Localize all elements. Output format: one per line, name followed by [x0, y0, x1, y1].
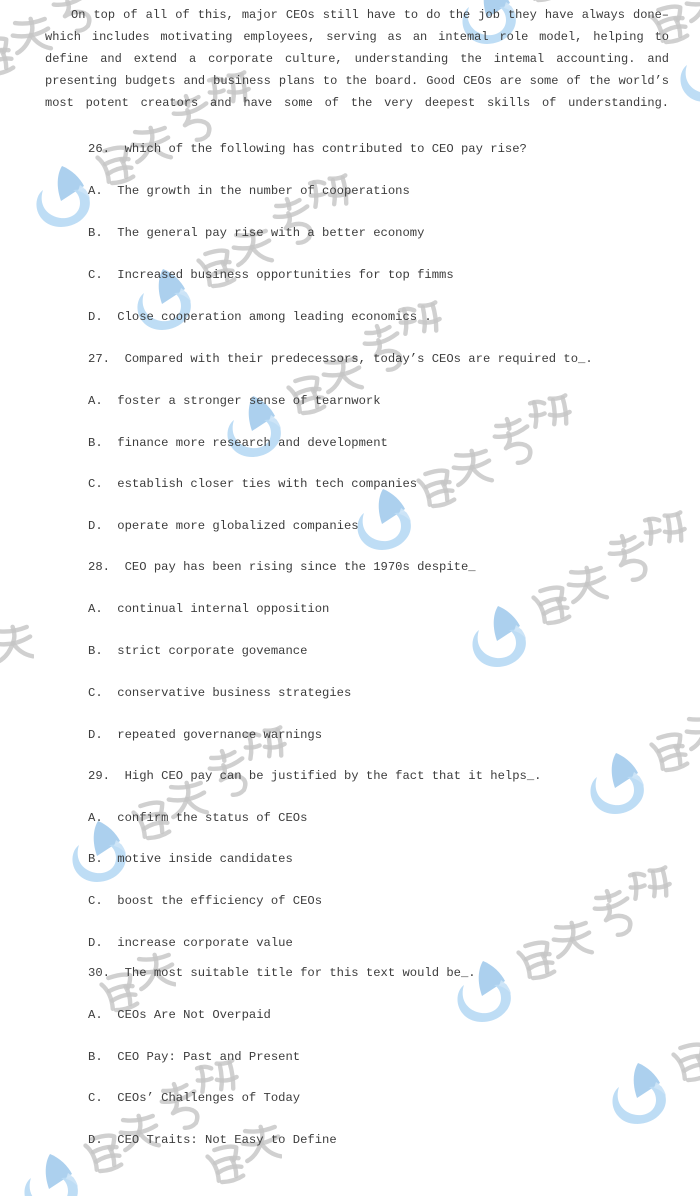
- question-26-stem: 26. which of the following has contributed to CEO pay rise?: [88, 142, 527, 156]
- question-29-stem: 29. High CEO pay can be justified by the fact that it helps_.: [88, 769, 542, 783]
- passage-line: presenting budgets and business plans to the board. Good CEOs are some of the world’s: [45, 74, 669, 88]
- question-30-option-d: D. CEO Traits: Not Easy to Define: [88, 1133, 337, 1147]
- question-26-option-c: C. Increased business opportunities for top fimms: [88, 268, 454, 282]
- reading-passage: [45, 4, 669, 114]
- question-26-option-d: D. Close cooperation among leading economics .: [88, 310, 432, 324]
- question-28-option-c: C. conservative business strategies: [88, 686, 352, 700]
- question-28-option-b: B. strict corporate govemance: [88, 644, 308, 658]
- question-30-option-c: C. CEOs’ Challenges of Today: [88, 1091, 301, 1105]
- passage-line: most potent creators and have some of the very deepest skills of understanding.: [45, 96, 669, 110]
- question-27-option-b: B. finance more research and development: [88, 436, 388, 450]
- question-30-option-b: B. CEO Pay: Past and Present: [88, 1050, 301, 1064]
- passage-line: On top of all of this, major CEOs still have to do the job they have always done–: [71, 8, 669, 22]
- question-27-option-d: D. operate more globalized companies: [88, 519, 359, 533]
- question-28-option-d: D. repeated governance warnings: [88, 728, 323, 742]
- question-26-option-a: A. The growth in the number of cooperations: [88, 184, 410, 198]
- question-30-stem: 30. The most suitable title for this text would be_.: [88, 966, 476, 980]
- question-27-stem: 27. Compared with their predecessors, today’s CEOs are required to_.: [88, 352, 593, 366]
- question-29-option-a: A. confirm the status of CEOs: [88, 811, 308, 825]
- question-28-option-a: A. continual internal opposition: [88, 602, 330, 616]
- question-28-stem: 28. CEO pay has been rising since the 1970s despite_: [88, 560, 476, 574]
- question-30-option-a: A. CEOs Are Not Overpaid: [88, 1008, 271, 1022]
- passage-line: which includes motivating employees, serving as an intemal role model, helping to: [45, 30, 669, 44]
- passage-line: define and extend a corporate culture, understanding the intemal accounting. and: [45, 52, 669, 66]
- question-27-option-c: C. establish closer ties with tech companies: [88, 477, 418, 491]
- question-29-option-b: B. motive inside candidates: [88, 852, 293, 866]
- question-27-option-a: A. foster a stronger sense of tearnwork: [88, 394, 381, 408]
- question-29-option-d: D. increase corporate value: [88, 936, 293, 950]
- question-29-option-c: C. boost the efficiency of CEOs: [88, 894, 323, 908]
- question-26-option-b: B. The general pay rise with a better economy: [88, 226, 425, 240]
